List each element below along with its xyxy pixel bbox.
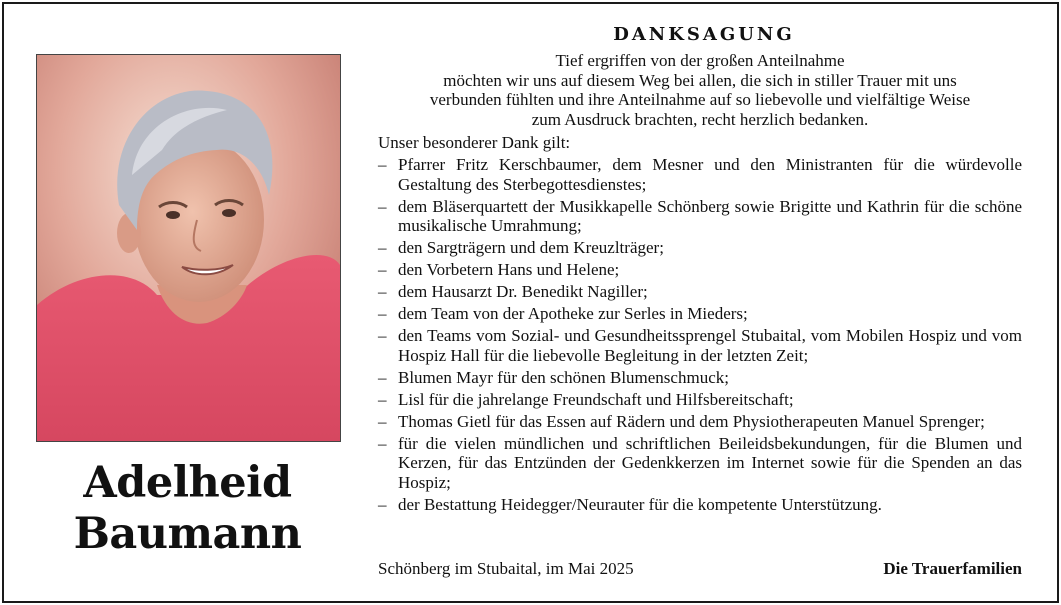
notice-footer (378, 559, 1022, 579)
thanks-item: – den Teams vom Sozial- und Gesundheitssprengel Stubaital, vom Mobilen Hospiz und vom Hospiz Hall für die liebevolle Begleitung in der letzten Zeit; (378, 326, 1022, 365)
signature: Die Trauerfamilien (883, 559, 1022, 578)
intro-line: Tief ergriffen von der großen Anteilnahme (555, 51, 845, 70)
intro-line: möchten wir uns auf diesem Weg bei allen, die sich in stiller Trauer mit uns (443, 70, 957, 90)
intro-line: zum Ausdruck brachten, recht herzlich bedanken. (531, 109, 869, 129)
thanks-item: – der Bestattung Heidegger/Neurauter für die kompetente Unterstützung. (378, 495, 1022, 515)
notice-title: DANKSAGUNG (613, 24, 795, 45)
thanks-item: – dem Team von der Apotheke zur Serles in Mieders; (378, 304, 1022, 324)
place-date: Schönberg im Stubaital, im Mai 2025 (378, 559, 634, 578)
thanks-item: – Pfarrer Fritz Kerschbaumer, dem Mesner und den Ministranten für die würdevolle Gestaltung des Sterbegottesdienstes; (378, 155, 1022, 194)
thanks-item: – den Vorbetern Hans und Helene; (378, 260, 1022, 280)
deceased-name (36, 458, 339, 560)
last-name: Baumann (73, 509, 302, 559)
thanks-item: – den Sargträgern und dem Kreuzlträger; (378, 238, 1022, 258)
notice-body (378, 24, 1022, 514)
portrait-photo (36, 54, 341, 442)
thanks-item: – Lisl für die jahrelange Freundschaft und Hilfsbereitschaft; (378, 390, 1022, 410)
thanks-item: – für die vielen mündlichen und schriftlichen Beileidsbekundungen, für die Blumen und Kerzen, für das Entzünden der Gedenkkerzen im Internet sowie für die Spenden an das Hospiz; (378, 434, 1022, 493)
thanks-item: – dem Hausarzt Dr. Benedikt Nagiller; (378, 282, 1022, 302)
thanks-item: – Thomas Gietl für das Essen auf Rädern und dem Physiotherapeuten Manuel Sprenger; (378, 412, 1022, 432)
thanks-item: – dem Bläserquartett der Musikkapelle Schönberg sowie Brigitte und Kathrin für die schöne musikalische Umrahmung; (378, 197, 1022, 236)
intro-paragraph (378, 51, 1022, 129)
first-name: Adelheid (83, 458, 292, 508)
thanks-list (378, 155, 1022, 514)
thanks-item: – Blumen Mayr für den schönen Blumenschmuck; (378, 368, 1022, 388)
thanks-lead: Unser besonderer Dank gilt: (378, 133, 571, 152)
intro-line: verbunden fühlten und ihre Anteilnahme auf so liebevolle und vielfältige Weise (429, 90, 971, 109)
